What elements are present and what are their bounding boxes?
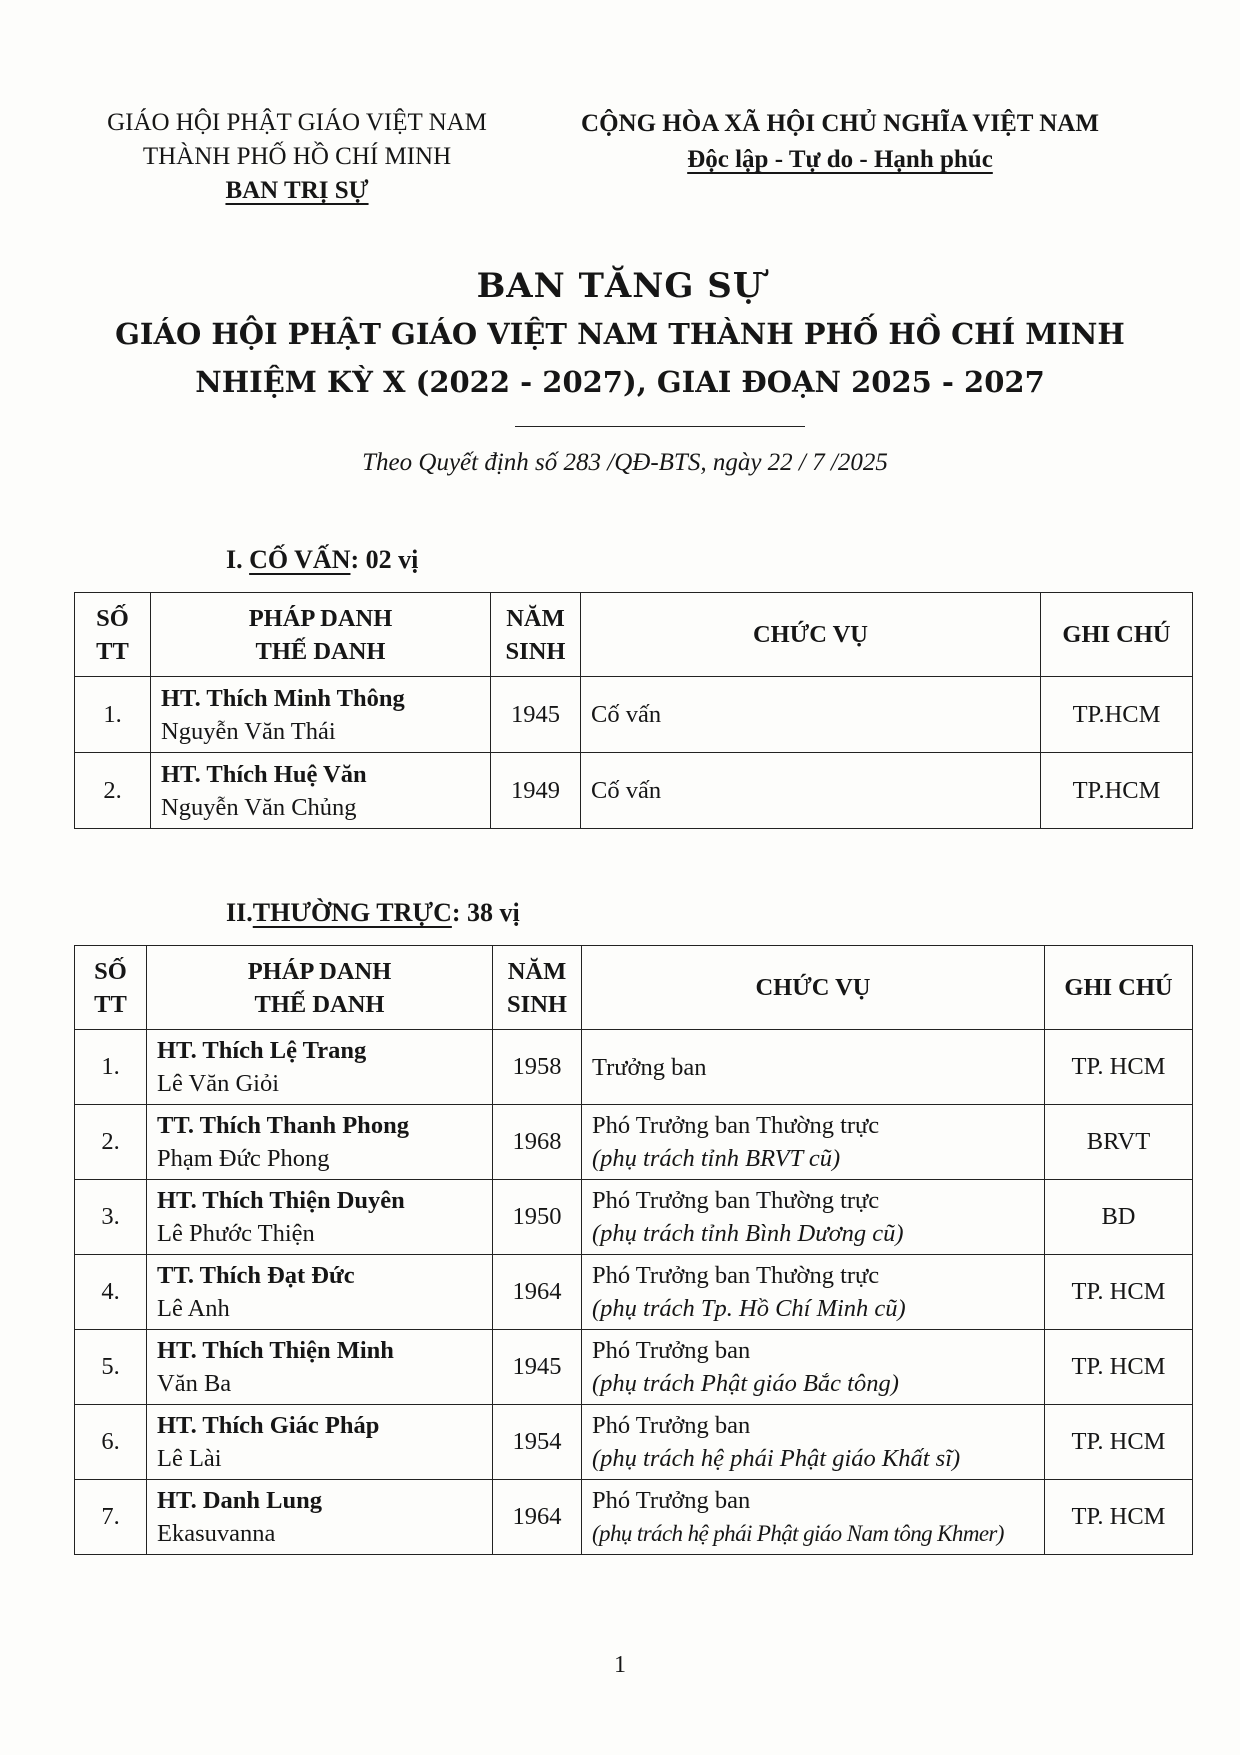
name-cell xyxy=(147,1030,493,1105)
dharma-name: TT. Thích Đạt Đức xyxy=(157,1262,355,1289)
dharma-name: HT. Thích Thiện Duyên xyxy=(157,1187,405,1214)
position-note: (phụ trách hệ phái Phật giáo Khất sĩ) xyxy=(592,1445,961,1472)
section-1-label: CỐ VẤN xyxy=(249,545,351,574)
col-header-name: PHÁP DANH THẾ DANH xyxy=(147,946,493,1030)
birth-year: 1954 xyxy=(493,1405,582,1480)
section-1-count: : 02 vị xyxy=(350,545,419,574)
lay-name: Nguyễn Văn Chủng xyxy=(161,793,357,821)
birth-year: 1958 xyxy=(493,1030,582,1105)
decision-reference: Theo Quyết định số 283 /QĐ-BTS, ngày 22 / 7 /2025 xyxy=(362,449,888,476)
lay-name: Văn Ba xyxy=(157,1370,232,1397)
advisors-table xyxy=(74,592,1193,829)
table-row xyxy=(75,1105,1193,1180)
note-cell: TP. HCM xyxy=(1045,1330,1193,1405)
standing-committee-table xyxy=(74,945,1193,1555)
page-number: 1 xyxy=(614,1652,626,1678)
position-note: (phụ trách Tp. Hồ Chí Minh cũ) xyxy=(592,1295,906,1322)
issuer-department: BAN TRỊ SỰ xyxy=(225,177,369,204)
birth-year: 1964 xyxy=(493,1255,582,1330)
note-cell: BD xyxy=(1045,1180,1193,1255)
col-header-stt: SỐ TT xyxy=(75,946,147,1030)
position-cell xyxy=(582,1405,1045,1480)
position-title: Cố vấn xyxy=(591,777,662,804)
birth-year: 1945 xyxy=(493,1330,582,1405)
table-header-row xyxy=(75,593,1193,677)
title-line-1: BAN TĂNG SỰ xyxy=(476,266,764,306)
note-cell: TP.HCM xyxy=(1041,753,1193,829)
section-2-count: : 38 vị xyxy=(451,898,520,927)
row-number: 7. xyxy=(75,1480,147,1555)
row-number: 5. xyxy=(75,1330,147,1405)
birth-year: 1945 xyxy=(491,677,581,753)
table-row xyxy=(75,1180,1193,1255)
name-cell xyxy=(147,1255,493,1330)
title-line-2: GIÁO HỘI PHẬT GIÁO VIỆT NAM THÀNH PHỐ HỒ CHÍ MINH xyxy=(115,317,1125,351)
name-cell xyxy=(147,1405,493,1480)
name-cell xyxy=(147,1180,493,1255)
position-title: Phó Trưởng ban Thường trực xyxy=(592,1262,880,1289)
lay-name: Nguyễn Văn Thái xyxy=(161,717,336,745)
row-number: 6. xyxy=(75,1405,147,1480)
position-title: Phó Trưởng ban xyxy=(592,1412,751,1439)
dharma-name: HT. Danh Lung xyxy=(157,1487,322,1514)
lay-name: Lê Lài xyxy=(157,1445,222,1472)
lay-name: Ekasuvanna xyxy=(157,1520,276,1547)
position-cell xyxy=(582,1030,1045,1105)
position-note: (phụ trách tỉnh Bình Dương cũ) xyxy=(592,1220,904,1247)
col-header-year: NĂM SINH xyxy=(491,593,581,677)
national-header xyxy=(570,106,1110,178)
section-2-number: II. xyxy=(226,898,253,927)
note-cell: TP. HCM xyxy=(1045,1405,1193,1480)
section-1-heading xyxy=(226,545,418,575)
dharma-name: HT. Thích Lệ Trang xyxy=(157,1037,367,1064)
name-cell xyxy=(151,753,491,829)
col-header-position: CHỨC VỤ xyxy=(581,593,1041,677)
position-title: Trưởng ban xyxy=(592,1053,707,1081)
col-header-note: GHI CHÚ xyxy=(1045,946,1193,1030)
position-cell xyxy=(582,1105,1045,1180)
row-number: 2. xyxy=(75,1105,147,1180)
name-cell xyxy=(151,677,491,753)
section-2-heading xyxy=(226,898,520,928)
name-cell xyxy=(147,1330,493,1405)
col-header-year: NĂM SINH xyxy=(493,946,582,1030)
row-number: 4. xyxy=(75,1255,147,1330)
name-cell xyxy=(147,1105,493,1180)
lay-name: Lê Văn Giỏi xyxy=(157,1070,280,1097)
position-note: (phụ trách Phật giáo Bắc tông) xyxy=(592,1370,899,1397)
table-row xyxy=(75,1330,1193,1405)
dharma-name: TT. Thích Thanh Phong xyxy=(157,1112,409,1139)
dharma-name: HT. Thích Thiện Minh xyxy=(157,1337,394,1364)
note-cell: TP. HCM xyxy=(1045,1480,1193,1555)
row-number: 3. xyxy=(75,1180,147,1255)
position-note: (phụ trách tỉnh BRVT cũ) xyxy=(592,1145,841,1172)
col-header-note: GHI CHÚ xyxy=(1041,593,1193,677)
table-row xyxy=(75,1480,1193,1555)
position-cell xyxy=(582,1480,1045,1555)
position-cell xyxy=(582,1330,1045,1405)
birth-year: 1950 xyxy=(493,1180,582,1255)
note-cell: BRVT xyxy=(1045,1105,1193,1180)
note-cell: TP. HCM xyxy=(1045,1255,1193,1330)
issuer-header xyxy=(92,106,502,208)
table-row xyxy=(75,1030,1193,1105)
title-line-3: NHIỆM KỲ X (2022 - 2027), GIAI ĐOẠN 2025 - 2027 xyxy=(195,365,1045,399)
birth-year: 1949 xyxy=(491,753,581,829)
position-cell xyxy=(582,1255,1045,1330)
national-motto: Độc lập - Tự do - Hạnh phúc xyxy=(687,146,993,173)
dharma-name: HT. Thích Giác Pháp xyxy=(157,1412,380,1439)
lay-name: Phạm Đức Phong xyxy=(157,1145,330,1172)
lay-name: Lê Phước Thiện xyxy=(157,1220,315,1247)
table-row xyxy=(75,1405,1193,1480)
table-row xyxy=(75,753,1193,829)
section-1-number: I. xyxy=(226,545,243,574)
position-title: Phó Trưởng ban Thường trực xyxy=(592,1112,880,1139)
row-number: 1. xyxy=(75,1030,147,1105)
document-title xyxy=(0,262,1240,406)
issuer-org: GIÁO HỘI PHẬT GIÁO VIỆT NAM xyxy=(107,109,487,136)
position-title: Phó Trưởng ban Thường trực xyxy=(592,1187,880,1214)
position-title: Phó Trưởng ban xyxy=(592,1337,751,1364)
col-header-position: CHỨC VỤ xyxy=(582,946,1045,1030)
table-row xyxy=(75,677,1193,753)
note-cell: TP. HCM xyxy=(1045,1030,1193,1105)
row-number: 1. xyxy=(75,677,151,753)
table-row xyxy=(75,1255,1193,1330)
name-cell xyxy=(147,1480,493,1555)
note-cell: TP.HCM xyxy=(1041,677,1193,753)
lay-name: Lê Anh xyxy=(157,1295,230,1322)
national-name: CỘNG HÒA XÃ HỘI CHỦ NGHĨA VIỆT NAM xyxy=(581,110,1099,137)
dharma-name: HT. Thích Huệ Văn xyxy=(161,760,367,788)
row-number: 2. xyxy=(75,753,151,829)
birth-year: 1968 xyxy=(493,1105,582,1180)
position-title: Cố vấn xyxy=(591,701,662,728)
section-2-label: THƯỜNG TRỰC xyxy=(252,898,452,927)
table-header-row xyxy=(75,946,1193,1030)
issuer-city: THÀNH PHỐ HỒ CHÍ MINH xyxy=(142,143,452,170)
position-cell xyxy=(581,753,1041,829)
position-cell xyxy=(581,677,1041,753)
position-note: (phụ trách hệ phái Phật giáo Nam tông Khmer) xyxy=(592,1521,1004,1546)
col-header-name: PHÁP DANH THẾ DANH xyxy=(151,593,491,677)
title-divider xyxy=(515,426,805,427)
position-cell xyxy=(582,1180,1045,1255)
position-title: Phó Trưởng ban xyxy=(592,1487,751,1514)
dharma-name: HT. Thích Minh Thông xyxy=(161,684,405,712)
col-header-stt: SỐ TT xyxy=(75,593,151,677)
birth-year: 1964 xyxy=(493,1480,582,1555)
